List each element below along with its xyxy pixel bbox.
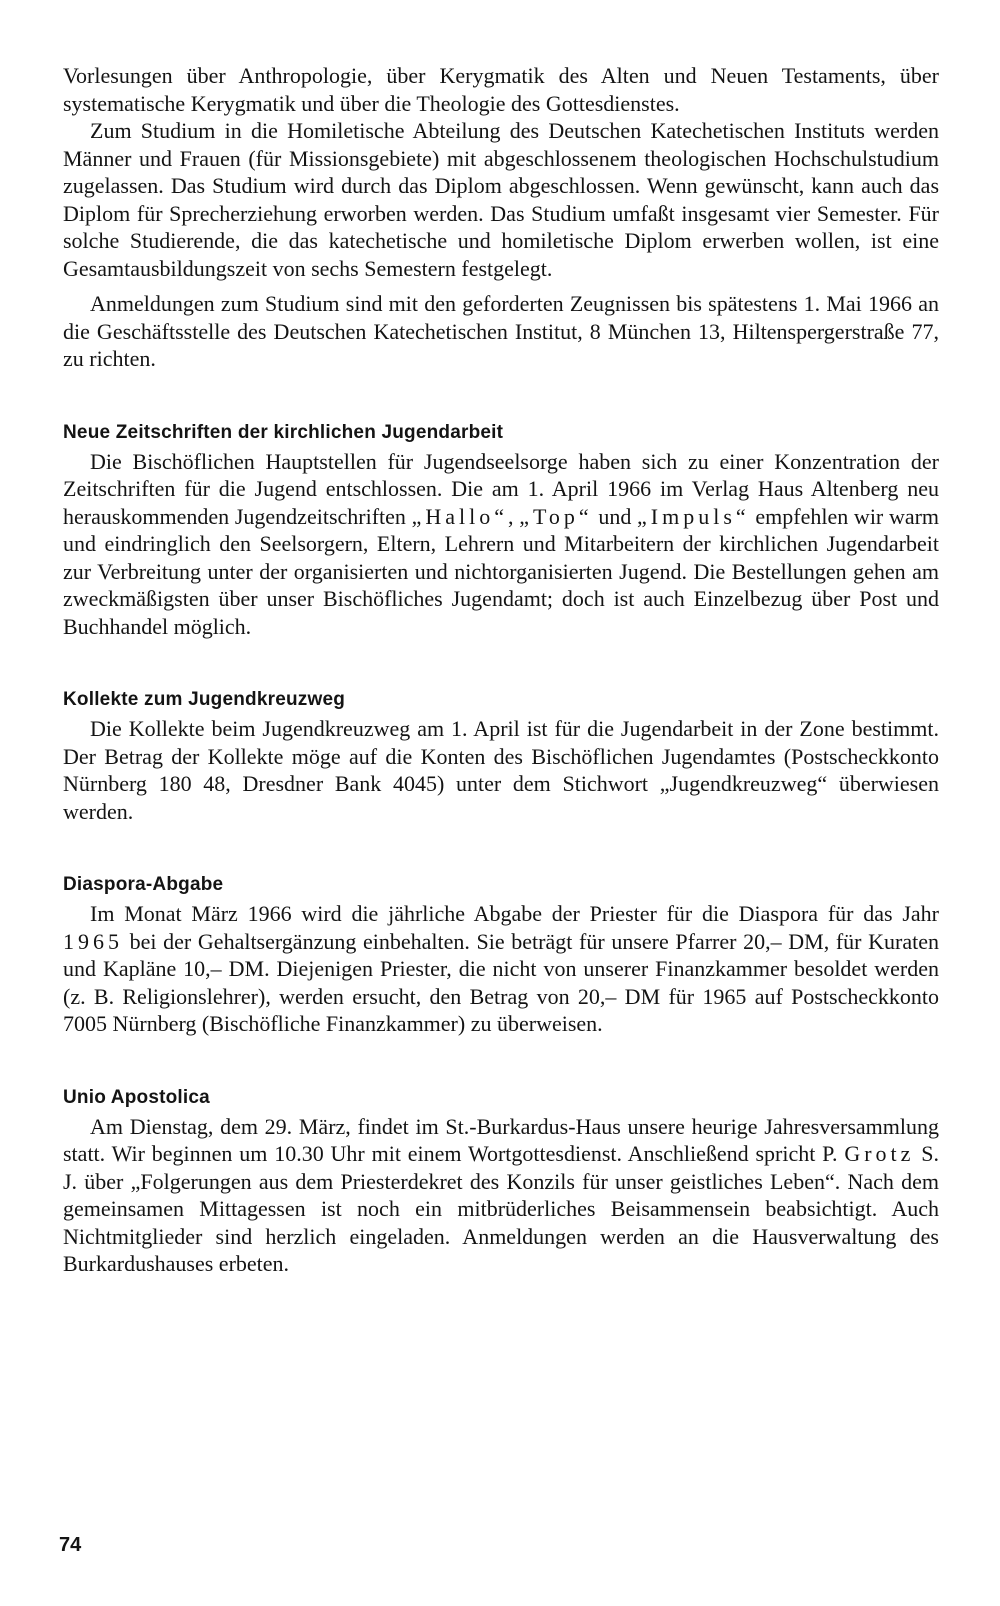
section-text-kollekte: Die Kollekte beim Jugendkreuzweg am 1. April ist für die Jugendarbeit in der Zone bestimmt. Der Betrag der Kollekte möge auf die Konten des Bischöflichen Jugendamtes (Postscheckkonto Nürnberg 180 48, Dresdner Bank 4045) unter dem Stichwort „Jugendkreuzweg“ überwiesen werden.: [63, 716, 939, 824]
intro-paragraph-3: Anmeldungen zum Studium sind mit den geforderten Zeugnissen bis spätestens 1. Mai 1966 an die Geschäftsstelle des Deutschen Katechetischen Institut, 8 München 13, Hiltenspergerstraße 77, zu richten.: [63, 291, 939, 371]
magazine-title-impuls: „Impuls“: [637, 503, 750, 529]
diaspora-text-before: Im Monat März 1966 wird die jährliche Abgabe der Priester für die Diaspora für das Jahr: [90, 901, 939, 926]
section-unio: [63, 1084, 939, 1278]
section-heading-kollekte: Kollekte zum Jugendkreuzweg: [63, 689, 346, 710]
unio-text-after: S. J. über „Folgerungen aus dem Priesterdekret des Konzils für unser geistliches Leben“. Nach dem gemeinsamen Mittagessen ist noch ein mitbrüderliches Beisammensein beabsichtigt. Auch Nichtmitglieder sind herzlich eingeladen. Anmeldungen werden an die Hausverwaltung des Burkardushauses erbeten.: [63, 1141, 939, 1276]
section-text-diaspora: [63, 900, 939, 1038]
section-kollekte: [63, 686, 939, 825]
document-page: [63, 62, 939, 1278]
page-number: 74: [59, 1534, 82, 1556]
intro-paragraph-1: Vorlesungen über Anthropologie, über Kerygmatik des Alten und Neuen Testaments, über systematische Kerygmatik und über die Theologie des Gottesdienstes.: [63, 63, 939, 116]
section-heading-diaspora: Diaspora-Abgabe: [63, 874, 224, 895]
separator-und: und: [592, 503, 638, 529]
section-heading-zeitschriften: Neue Zeitschriften der kirchlichen Jugendarbeit: [63, 421, 504, 443]
zeitschriften-text-after: empfehlen wir warm und eindringlich den Seelsorgern, Eltern, Lehrern und Mitarbeitern der kirchlichen Jugendarbeit zur Verbreitung unter der organisierten und nichtorganisierten Jugend. Die Bestellungen gehen am zweckmäßigsten über unser Bischöfliches Jugendamt; doch ist auch Einzelbezug über Post und Buchhandel möglich.: [63, 503, 940, 639]
magazine-title-top: „Top“: [519, 503, 593, 529]
diaspora-year: 1965: [63, 928, 123, 954]
intro-paragraph-2: Zum Studium in die Homiletische Abteilung des Deutschen Katechetischen Instituts werden Männer und Frauen (für Missionsgebiete) mit abgeschlossenem theologischen Hochschulstudium zugelassen. Das Studium wird durch das Diplom abgeschlossen. Wenn gewünscht, kann auch das Diplom für Sprecherziehung erworben werden. Das Studium umfaßt insgesamt vier Semester. Für solche Studierende, die das katechetische und homiletische Diplom erwerben wollen, ist eine Gesamtausbildungszeit von sechs Semestern festgelegt.: [63, 118, 939, 281]
section-zeitschriften: [63, 419, 939, 641]
speaker-name: Grotz: [844, 1141, 915, 1166]
separator-comma: ,: [508, 503, 520, 529]
diaspora-text-after: bei der Gehaltsergänzung einbehalten. Sie beträgt für unsere Pfarrer 20,– DM, für Kuraten und Kapläne 10,– DM. Diejenigen Priester, die nicht von unserer Finanzkammer besoldet werden (z. B. Religionslehrer), werden ersucht, den Betrag von 20,– DM für 1965 auf Postscheckkonto 7005 Nürnberg (Bischöfliche Finanzkammer) zu überweisen.: [63, 928, 939, 1036]
zeitschriften-text-before: Die Bischöflichen Hauptstellen für Jugendseelsorge haben sich zu einer Konzentration der Zeitschriften für die Jugend entschlossen. Die am 1. April 1966 im Verlag Haus Altenberg neu herauskommenden Jugendzeitschriften: [63, 448, 939, 529]
magazine-title-hallo: „Hallo“: [411, 503, 509, 529]
section-diaspora: [63, 871, 939, 1038]
unio-text-before: Am Dienstag, dem 29. März, findet im St.-Burkardus-Haus unsere heurige Jahresversammlung statt. Wir beginnen um 10.30 Uhr mit einem Wortgottesdienst. Anschließend spricht P.: [63, 1113, 939, 1166]
section-heading-unio: Unio Apostolica: [63, 1086, 210, 1108]
section-text-zeitschriften: [63, 448, 939, 641]
section-text-unio: [63, 1113, 939, 1278]
